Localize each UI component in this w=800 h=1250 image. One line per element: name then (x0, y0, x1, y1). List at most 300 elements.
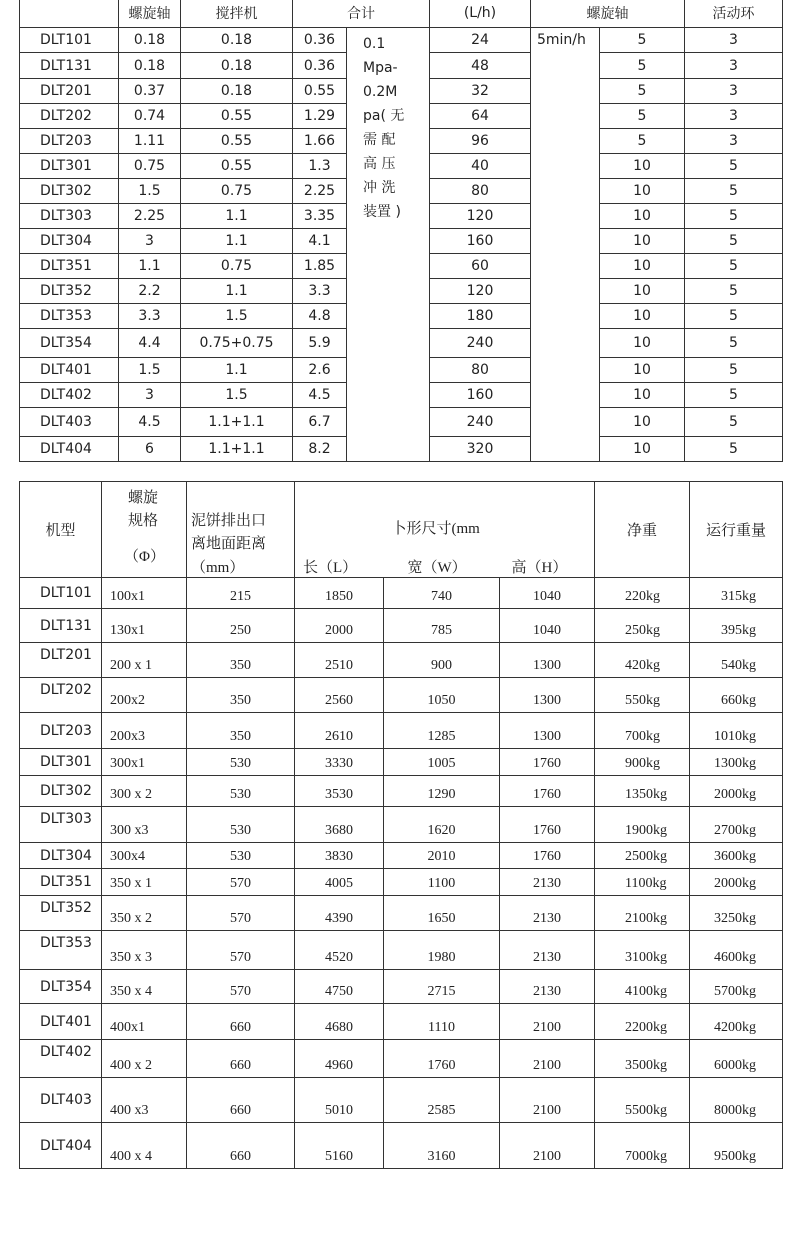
spiral-power-cell: 1.11 (119, 129, 181, 154)
outlet-header-line2: 离地面距离 (191, 536, 267, 552)
height-header-label: 高（H） (511, 560, 568, 576)
length-cell: 2560 (295, 678, 384, 713)
net-weight-cell: 3500kg (595, 1040, 690, 1078)
table2-row (20, 843, 783, 869)
total-power-cell: 3.35 (293, 204, 347, 229)
mixer-power-cell: 0.75+0.75 (181, 329, 293, 358)
model-cell: DLT403 (20, 408, 119, 437)
height-cell: 2130 (500, 869, 595, 896)
outlet-height-cell: 570 (187, 931, 295, 970)
model-cell: DLT131 (20, 53, 119, 79)
outlet-height-cell: 660 (187, 1078, 295, 1123)
mixer-power-cell: 0.18 (181, 53, 293, 79)
model-cell: DLT404 (20, 437, 119, 462)
run-weight-cell: 395kg (690, 609, 783, 643)
table1-row (20, 28, 783, 53)
table2-row (20, 578, 783, 609)
flow-cell: 160 (430, 229, 531, 254)
mixer-power-cell: 0.18 (181, 28, 293, 53)
ring-count-cell: 5 (685, 358, 783, 383)
mixer-power-cell: 1.5 (181, 304, 293, 329)
ring-count-cell: 3 (685, 28, 783, 53)
width-cell: 900 (384, 643, 500, 678)
height-cell: 2100 (500, 1123, 595, 1169)
mixer-power-cell: 1.5 (181, 383, 293, 408)
total-power-cell: 0.55 (293, 79, 347, 104)
spiral-spec-cell: 200x2 (102, 678, 187, 713)
spiral-power-cell: 0.18 (119, 53, 181, 79)
shaft-count-cell: 5 (600, 129, 685, 154)
total-power-cell: 4.5 (293, 383, 347, 408)
length-cell: 4960 (295, 1040, 384, 1078)
model-cell: DLT354 (20, 329, 119, 358)
net-weight-cell: 1350kg (595, 776, 690, 807)
total-power-cell: 8.2 (293, 437, 347, 462)
net-weight-cell: 550kg (595, 678, 690, 713)
model-cell: DLT401 (20, 358, 119, 383)
mixer-power-cell: 0.75 (181, 254, 293, 279)
spec-header-line1: 螺旋 (128, 488, 159, 506)
model-cell: DLT304 (20, 229, 119, 254)
outlet-height-cell: 250 (187, 609, 295, 643)
length-cell: 4520 (295, 931, 384, 970)
spiral-power-cell: 2.2 (119, 279, 181, 304)
net-weight-cell: 4100kg (595, 970, 690, 1004)
model-cell: DLT402 (20, 383, 119, 408)
spiral-power-cell: 1.1 (119, 254, 181, 279)
table2-row (20, 749, 783, 776)
spiral-spec-cell: 400 x 4 (102, 1123, 187, 1169)
length-cell: 5160 (295, 1123, 384, 1169)
length-cell: 3330 (295, 749, 384, 776)
spiral-power-cell: 0.18 (119, 28, 181, 53)
model-cell: DLT351 (20, 254, 119, 279)
run-weight-cell: 9500kg (690, 1123, 783, 1169)
height-cell: 2130 (500, 970, 595, 1004)
mixer-power-cell: 1.1 (181, 229, 293, 254)
flow-cell: 60 (430, 254, 531, 279)
width-cell: 1760 (384, 1040, 500, 1078)
model-cell: DLT402 (20, 1040, 102, 1078)
ring-count-cell: 5 (685, 304, 783, 329)
spiral-spec-cell: 200 x 1 (102, 643, 187, 678)
flow-cell: 24 (430, 28, 531, 53)
height-cell: 1760 (500, 776, 595, 807)
run-weight-cell: 8000kg (690, 1078, 783, 1123)
width-cell: 785 (384, 609, 500, 643)
net-weight-cell: 220kg (595, 578, 690, 609)
table2-row (20, 931, 783, 970)
total-power-cell: 0.36 (293, 28, 347, 53)
net-weight-cell: 2100kg (595, 896, 690, 931)
spiral-power-cell: 0.37 (119, 79, 181, 104)
outlet-height-cell: 570 (187, 869, 295, 896)
outlet-height-cell: 530 (187, 776, 295, 807)
mixer-power-cell: 1.1+1.1 (181, 437, 293, 462)
run-weight-cell: 315kg (690, 578, 783, 609)
dims-header-label: 卜形尺寸(mm (391, 521, 480, 537)
width-cell: 2585 (384, 1078, 500, 1123)
run-weight-cell: 5700kg (690, 970, 783, 1004)
model-cell: DLT304 (20, 843, 102, 869)
length-cell: 3530 (295, 776, 384, 807)
table2-row (20, 678, 783, 713)
shaft-count-cell: 10 (600, 329, 685, 358)
pressure-note-line: pa( 无 (363, 108, 405, 124)
mixer-power-cell: 1.1 (181, 279, 293, 304)
pressure-note-line: 需 配 (363, 132, 396, 148)
width-cell: 1100 (384, 869, 500, 896)
spiral-power-cell: 6 (119, 437, 181, 462)
spiral-spec-cell: 400 x3 (102, 1078, 187, 1123)
flow-cell: 64 (430, 104, 531, 129)
spiral-shaft-speed-header: 螺旋轴 (531, 0, 685, 28)
total-power-cell: 2.6 (293, 358, 347, 383)
outlet-height-cell: 350 (187, 678, 295, 713)
height-cell: 1760 (500, 843, 595, 869)
model-cell: DLT202 (20, 104, 119, 129)
height-cell: 2100 (500, 1078, 595, 1123)
spiral-spec-cell: 200x3 (102, 713, 187, 749)
total-power-cell: 2.25 (293, 179, 347, 204)
model-cell: DLT401 (20, 1004, 102, 1040)
height-cell: 1300 (500, 678, 595, 713)
model-cell: DLT301 (20, 154, 119, 179)
spiral-power-cell: 1.5 (119, 358, 181, 383)
model-header: 机型 (20, 482, 102, 578)
model-cell: DLT403 (20, 1078, 102, 1123)
model-header-empty (20, 0, 119, 28)
model-cell: DLT354 (20, 970, 102, 1004)
model-cell: DLT353 (20, 931, 102, 970)
run-weight-cell: 3600kg (690, 843, 783, 869)
table2-row (20, 1040, 783, 1078)
spiral-power-cell: 4.5 (119, 408, 181, 437)
width-cell: 740 (384, 578, 500, 609)
spiral-spec-cell: 300 x 2 (102, 776, 187, 807)
total-power-cell: 4.1 (293, 229, 347, 254)
outlet-height-cell: 570 (187, 970, 295, 1004)
length-cell: 2610 (295, 713, 384, 749)
height-cell: 1760 (500, 807, 595, 843)
net-weight-cell: 420kg (595, 643, 690, 678)
length-cell: 2510 (295, 643, 384, 678)
spiral-spec-cell: 350 x 2 (102, 896, 187, 931)
spiral-power-cell: 0.75 (119, 154, 181, 179)
run-weight-cell: 2700kg (690, 807, 783, 843)
net-weight-cell: 1100kg (595, 869, 690, 896)
length-cell: 4005 (295, 869, 384, 896)
spiral-spec-cell: 130x1 (102, 609, 187, 643)
shaft-count-cell: 10 (600, 204, 685, 229)
spec-header-line3: （Φ） (124, 549, 165, 565)
shaft-count-cell: 10 (600, 437, 685, 462)
run-weight-cell: 3250kg (690, 896, 783, 931)
spiral-power-cell: 0.74 (119, 104, 181, 129)
total-power-cell: 1.66 (293, 129, 347, 154)
mixer-power-cell: 1.1+1.1 (181, 408, 293, 437)
width-header-label: 宽（W） (407, 560, 467, 576)
total-power-cell: 5.9 (293, 329, 347, 358)
net-weight-cell: 7000kg (595, 1123, 690, 1169)
length-cell: 4390 (295, 896, 384, 931)
flow-cell: 120 (430, 204, 531, 229)
length-cell: 3680 (295, 807, 384, 843)
ring-count-cell: 5 (685, 279, 783, 304)
spiral-power-cell: 1.5 (119, 179, 181, 204)
shaft-count-cell: 5 (600, 28, 685, 53)
flow-cell: 320 (430, 437, 531, 462)
table2-row (20, 807, 783, 843)
model-cell: DLT301 (20, 749, 102, 776)
run-weight-cell: 2000kg (690, 776, 783, 807)
height-cell: 1300 (500, 713, 595, 749)
net-weight-header: 净重 (595, 482, 690, 578)
length-cell: 3830 (295, 843, 384, 869)
length-cell: 2000 (295, 609, 384, 643)
model-cell: DLT353 (20, 304, 119, 329)
length-cell: 1850 (295, 578, 384, 609)
spiral-power-cell: 4.4 (119, 329, 181, 358)
outlet-height-cell: 570 (187, 896, 295, 931)
spec-header (102, 482, 187, 578)
flow-cell: 160 (430, 383, 531, 408)
length-cell: 4680 (295, 1004, 384, 1040)
width-cell: 2715 (384, 970, 500, 1004)
width-cell: 2010 (384, 843, 500, 869)
mixer-power-cell: 0.55 (181, 104, 293, 129)
flow-cell: 80 (430, 358, 531, 383)
height-cell: 2100 (500, 1040, 595, 1078)
length-cell: 5010 (295, 1078, 384, 1123)
table2-header-row (20, 482, 783, 578)
flow-cell: 120 (430, 279, 531, 304)
spec-header-line2: 规格 (128, 511, 159, 529)
net-weight-cell: 900kg (595, 749, 690, 776)
width-cell: 1980 (384, 931, 500, 970)
net-weight-cell: 1900kg (595, 807, 690, 843)
height-cell: 1300 (500, 643, 595, 678)
net-weight-cell: 2500kg (595, 843, 690, 869)
model-cell: DLT303 (20, 204, 119, 229)
ring-count-cell: 5 (685, 437, 783, 462)
run-weight-cell: 4200kg (690, 1004, 783, 1040)
outlet-height-cell: 350 (187, 643, 295, 678)
flow-cell: 80 (430, 179, 531, 204)
total-power-cell: 1.3 (293, 154, 347, 179)
mixer-power-cell: 1.1 (181, 204, 293, 229)
dimension-spec-table (19, 481, 783, 1169)
spiral-spec-cell: 100x1 (102, 578, 187, 609)
outlet-height-cell: 350 (187, 713, 295, 749)
table2-row (20, 970, 783, 1004)
net-weight-cell: 5500kg (595, 1078, 690, 1123)
ring-count-cell: 5 (685, 329, 783, 358)
model-cell: DLT302 (20, 179, 119, 204)
model-cell: DLT202 (20, 678, 102, 713)
run-weight-cell: 6000kg (690, 1040, 783, 1078)
pressure-note-line: 0.1 (363, 36, 386, 52)
width-cell: 1650 (384, 896, 500, 931)
flow-cell: 32 (430, 79, 531, 104)
ring-count-cell: 5 (685, 179, 783, 204)
model-cell: DLT203 (20, 713, 102, 749)
pressure-note-line: 装置 ) (363, 204, 401, 220)
shaft-count-cell: 5 (600, 79, 685, 104)
spiral-spec-cell: 350 x 3 (102, 931, 187, 970)
total-header: 合计 (293, 0, 430, 28)
flow-unit-header: (L/h) (430, 0, 531, 28)
ring-count-cell: 5 (685, 154, 783, 179)
flow-cell: 240 (430, 329, 531, 358)
shaft-count-cell: 10 (600, 154, 685, 179)
run-weight-cell: 1010kg (690, 713, 783, 749)
total-power-cell: 1.29 (293, 104, 347, 129)
outlet-header-line1: 泥饼排出口 (191, 513, 267, 529)
spiral-spec-cell: 300 x3 (102, 807, 187, 843)
shaft-count-cell: 10 (600, 279, 685, 304)
flow-cell: 40 (430, 154, 531, 179)
shaft-count-cell: 5 (600, 104, 685, 129)
pressure-note-line: 高 压 (363, 156, 396, 172)
spiral-power-cell: 2.25 (119, 204, 181, 229)
model-cell: DLT302 (20, 776, 102, 807)
total-power-cell: 6.7 (293, 408, 347, 437)
net-weight-cell: 700kg (595, 713, 690, 749)
pressure-note-line: Mpa- (363, 60, 398, 76)
total-power-cell: 1.85 (293, 254, 347, 279)
table2-row (20, 1078, 783, 1123)
run-weight-cell: 1300kg (690, 749, 783, 776)
shaft-count-cell: 10 (600, 408, 685, 437)
run-weight-cell: 540kg (690, 643, 783, 678)
model-cell: DLT303 (20, 807, 102, 843)
ring-count-cell: 3 (685, 79, 783, 104)
model-cell: DLT101 (20, 28, 119, 53)
width-cell: 1050 (384, 678, 500, 713)
power-spec-table (19, 0, 783, 462)
table2-row (20, 869, 783, 896)
model-cell: DLT201 (20, 643, 102, 678)
width-cell: 1285 (384, 713, 500, 749)
net-weight-cell: 250kg (595, 609, 690, 643)
moving-ring-header: 活动环 (685, 0, 783, 28)
wash-pressure-note (347, 28, 430, 462)
spiral-spec-cell: 300x4 (102, 843, 187, 869)
pressure-note-line: 0.2M (363, 84, 398, 100)
model-cell: DLT404 (20, 1123, 102, 1169)
table2-row (20, 1004, 783, 1040)
spiral-spec-cell: 400 x 2 (102, 1040, 187, 1078)
outlet-height-cell: 660 (187, 1004, 295, 1040)
shaft-count-cell: 10 (600, 383, 685, 408)
mixer-power-cell: 0.18 (181, 79, 293, 104)
ring-count-cell: 3 (685, 129, 783, 154)
width-cell: 1005 (384, 749, 500, 776)
length-header (295, 482, 384, 578)
table2-row (20, 1123, 783, 1169)
ring-count-cell: 3 (685, 104, 783, 129)
shaft-count-cell: 10 (600, 254, 685, 279)
mixer-power-cell: 0.55 (181, 154, 293, 179)
outlet-header-line3: （mm） (191, 560, 245, 576)
flow-cell: 240 (430, 408, 531, 437)
net-weight-cell: 3100kg (595, 931, 690, 970)
spiral-spec-cell: 400x1 (102, 1004, 187, 1040)
length-header-label: 长（L） (303, 560, 358, 576)
model-cell: DLT131 (20, 609, 102, 643)
spiral-power-cell: 3 (119, 229, 181, 254)
width-cell: 1110 (384, 1004, 500, 1040)
mixer-power-cell: 0.55 (181, 129, 293, 154)
width-cell: 1290 (384, 776, 500, 807)
spiral-power-cell: 3 (119, 383, 181, 408)
width-cell: 3160 (384, 1123, 500, 1169)
outlet-height-cell: 530 (187, 807, 295, 843)
total-power-cell: 4.8 (293, 304, 347, 329)
spiral-shaft-header: 螺旋轴 (119, 0, 181, 28)
height-cell: 1040 (500, 609, 595, 643)
ring-count-cell: 5 (685, 254, 783, 279)
outlet-height-cell: 660 (187, 1123, 295, 1169)
table2-row (20, 713, 783, 749)
model-cell: DLT201 (20, 79, 119, 104)
outlet-height-cell: 215 (187, 578, 295, 609)
total-power-cell: 3.3 (293, 279, 347, 304)
shaft-count-cell: 5 (600, 53, 685, 79)
run-weight-cell: 2000kg (690, 869, 783, 896)
outlet-height-cell: 530 (187, 843, 295, 869)
width-header (384, 482, 500, 578)
spiral-spec-cell: 350 x 4 (102, 970, 187, 1004)
ring-count-cell: 5 (685, 408, 783, 437)
model-cell: DLT203 (20, 129, 119, 154)
run-weight-cell: 4600kg (690, 931, 783, 970)
table2-row (20, 896, 783, 931)
shaft-count-cell: 10 (600, 304, 685, 329)
ring-count-cell: 5 (685, 229, 783, 254)
flow-cell: 96 (430, 129, 531, 154)
height-header (500, 482, 595, 578)
ring-count-cell: 5 (685, 383, 783, 408)
table2-row (20, 609, 783, 643)
table2-row (20, 643, 783, 678)
width-cell: 1620 (384, 807, 500, 843)
table2-row (20, 776, 783, 807)
outlet-height-cell: 660 (187, 1040, 295, 1078)
shaft-count-cell: 10 (600, 179, 685, 204)
model-cell: DLT351 (20, 869, 102, 896)
spiral-spec-cell: 300x1 (102, 749, 187, 776)
pressure-note-line: 冲 洗 (363, 180, 396, 196)
shaft-count-cell: 10 (600, 358, 685, 383)
model-cell: DLT101 (20, 578, 102, 609)
model-cell: DLT352 (20, 896, 102, 931)
spiral-power-cell: 3.3 (119, 304, 181, 329)
spiral-spec-cell: 350 x 1 (102, 869, 187, 896)
mixer-power-cell: 1.1 (181, 358, 293, 383)
shaft-speed-note: 5min/h (531, 28, 600, 462)
mixer-header: 搅拌机 (181, 0, 293, 28)
length-cell: 4750 (295, 970, 384, 1004)
outlet-height-header (187, 482, 295, 578)
ring-count-cell: 3 (685, 53, 783, 79)
height-cell: 2100 (500, 1004, 595, 1040)
height-cell: 1760 (500, 749, 595, 776)
outlet-height-cell: 530 (187, 749, 295, 776)
shaft-count-cell: 10 (600, 229, 685, 254)
flow-cell: 180 (430, 304, 531, 329)
